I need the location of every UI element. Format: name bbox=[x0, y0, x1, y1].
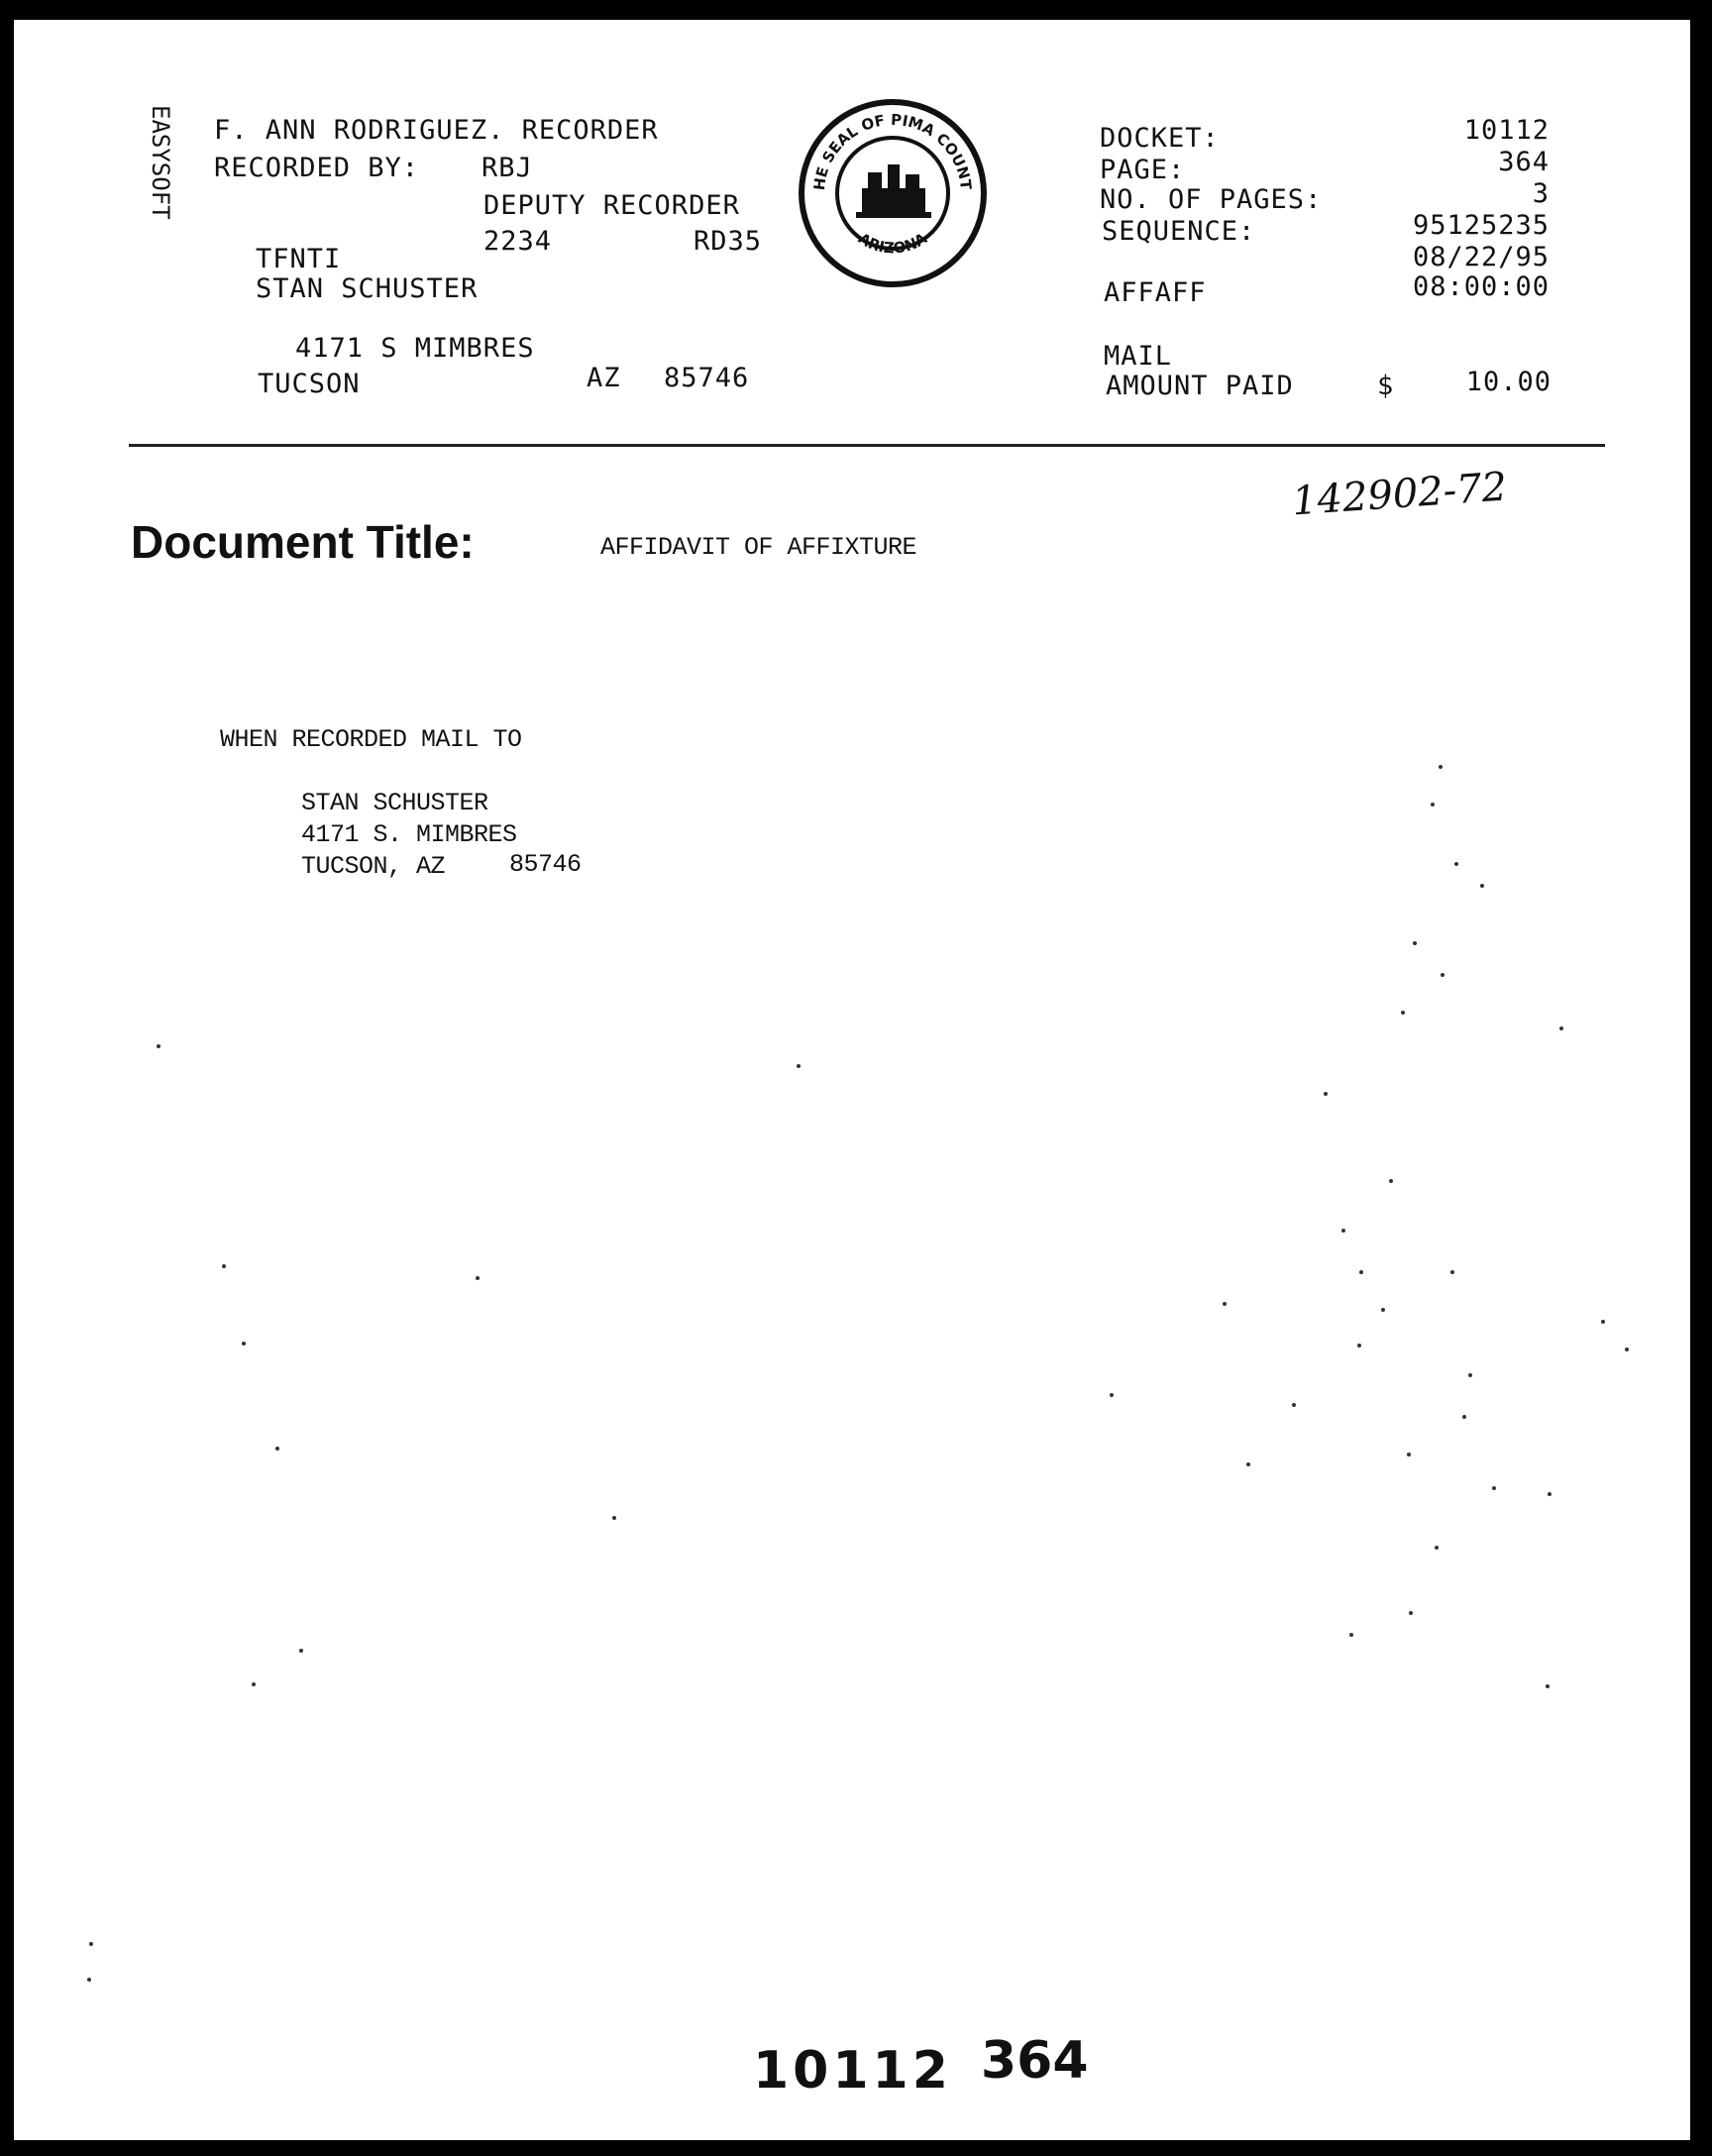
pages-value: 3 bbox=[1532, 178, 1550, 209]
seal-bottom-text: ARIZONA bbox=[855, 229, 930, 258]
svg-text:ARIZONA bbox=[855, 229, 930, 257]
amount-paid-value: 10.00 bbox=[1465, 367, 1552, 397]
side-stamp-text: EASYSOFT bbox=[147, 105, 174, 220]
document-title-value: AFFIDAVIT OF AFFIXTURE bbox=[600, 533, 917, 562]
mail-label: MAIL bbox=[1104, 341, 1173, 372]
footer-page-number: 364 bbox=[981, 2031, 1089, 2091]
mail-to-heading: WHEN RECORDED MAIL TO bbox=[220, 725, 522, 754]
recorder-code-2: RD35 bbox=[694, 226, 763, 257]
record-time: 08:00:00 bbox=[1412, 271, 1550, 302]
mail-to-name: STAN SCHUSTER bbox=[301, 789, 488, 817]
party-state: AZ bbox=[587, 363, 621, 393]
record-date: 08/22/95 bbox=[1412, 242, 1550, 272]
amount-paid-label: AMOUNT PAID bbox=[1106, 371, 1294, 401]
recorded-by-label: RECORDED BY: bbox=[214, 153, 420, 183]
page-value: 364 bbox=[1498, 147, 1550, 177]
deputy-recorder: DEPUTY RECORDER bbox=[483, 190, 740, 221]
recorded-by-value: RBJ bbox=[482, 153, 533, 183]
seal-emblem-icon bbox=[797, 97, 989, 289]
pages-label: NO. OF PAGES: bbox=[1100, 184, 1323, 215]
party-street: 4171 S MIMBRES bbox=[295, 333, 535, 364]
sequence-value: 95125235 bbox=[1412, 210, 1550, 241]
document-title-label: Document Title: bbox=[131, 516, 475, 568]
seal-top-text: HE SEAL OF PIMA COUNT bbox=[809, 110, 976, 192]
handwritten-reference: 142902-72 bbox=[1290, 464, 1509, 525]
page-label: PAGE: bbox=[1100, 155, 1186, 185]
party-name: STAN SCHUSTER bbox=[256, 273, 479, 304]
county-seal bbox=[797, 97, 989, 289]
party-zip: 85746 bbox=[664, 363, 750, 393]
docket-label: DOCKET: bbox=[1100, 123, 1220, 154]
record-type: AFFAFF bbox=[1104, 277, 1207, 308]
docket-value: 10112 bbox=[1463, 115, 1550, 146]
mail-to-city-state: TUCSON, AZ bbox=[301, 852, 446, 881]
party-code: TFNTI bbox=[256, 244, 342, 274]
document-page bbox=[14, 20, 1690, 2140]
svg-text:THE SEAL OF PIMA COUNTY bbox=[797, 97, 975, 191]
currency-symbol: $ bbox=[1377, 371, 1395, 401]
mail-to-street: 4171 S. MIMBRES bbox=[301, 820, 517, 849]
mail-to-zip: 85746 bbox=[509, 850, 582, 879]
footer-docket-number: 10112 bbox=[753, 2041, 952, 2101]
recorder-code-1: 2234 bbox=[483, 226, 553, 257]
party-city: TUCSON bbox=[258, 369, 361, 399]
recorder-name: F. ANN RODRIGUEZ. RECORDER bbox=[214, 115, 659, 146]
header-divider bbox=[129, 444, 1605, 447]
sequence-label: SEQUENCE: bbox=[1102, 216, 1256, 247]
